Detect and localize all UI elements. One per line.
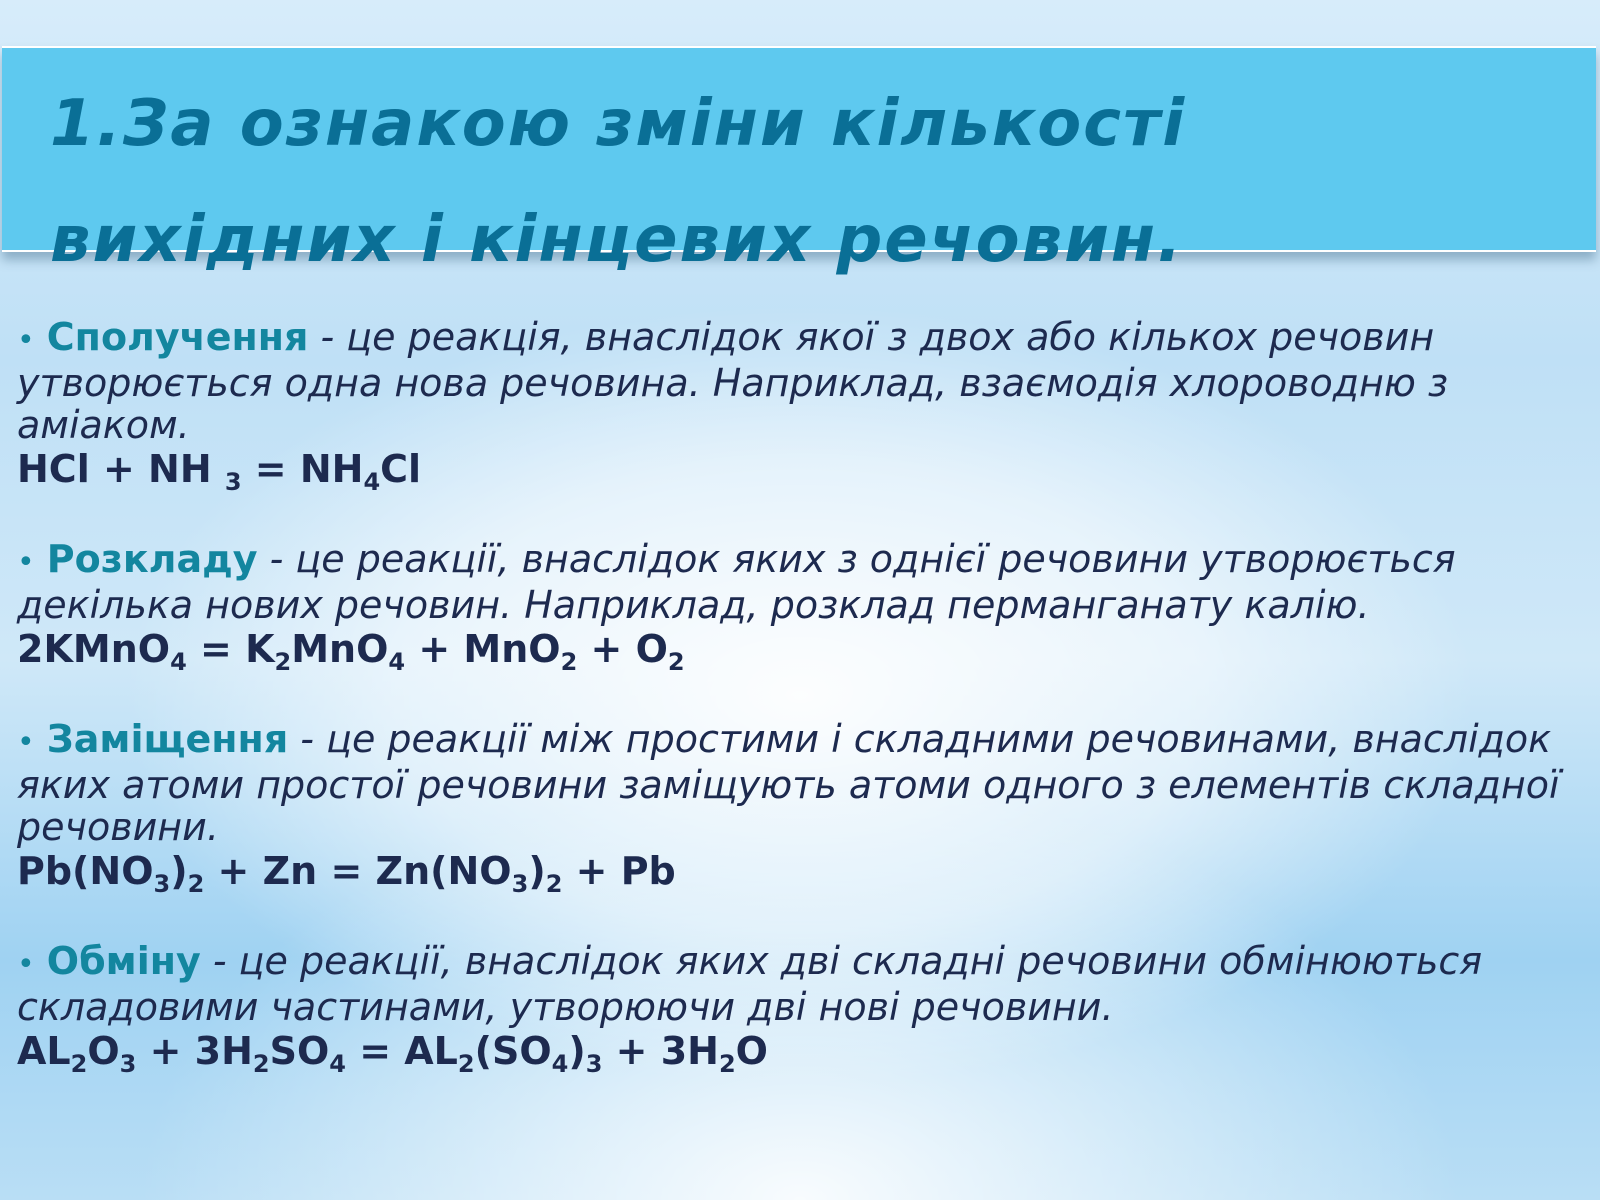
formula-text: + 3H [602,1029,719,1073]
formula-subscript: 3 [224,468,242,496]
reaction-text: - це реакції, внаслідок яких дві складні речовини обмінюються складовими частинами, утворюючи дві нові речовини. [17,939,1483,1029]
formula-text: 2KMnO [17,627,171,671]
formula-text: SO [269,1029,330,1073]
formula-subscript: 2 [274,648,292,676]
slide-title: 1.За ознакою зміни кількості вихідних і кінцевих речовин. [50,87,1187,277]
formula-text: HCl + NH [17,447,225,491]
reaction-description [17,940,1587,1028]
bullet-icon: • [17,545,35,580]
formula-subscript: 4 [363,468,381,496]
formula-text: = K [186,627,275,671]
formula-subscript: 3 [153,870,171,898]
formula-text: MnO [291,627,389,671]
reaction-term: Заміщення [46,717,289,761]
reaction-term: Обміну [46,939,201,983]
formula-subscript: 4 [329,1050,346,1078]
reaction-text: - це реакція, внаслідок якої з двох або кількох речовин утворюється одна нова речовина. Наприклад, взаємодія хлороводню з аміаком. [17,315,1449,447]
reaction-text: - це реакції між простими і складними речовинами, внаслідок яких атоми простої речовини заміщують атоми одного з елементів складної речовини. [17,717,1560,849]
reaction-description [17,718,1587,848]
formula-text: Cl [380,447,422,491]
reaction-item-decomposition [17,537,1587,676]
reaction-formula [17,1028,1587,1078]
formula-subscript: 2 [187,870,205,898]
reaction-term: Сполучення [46,315,309,359]
formula-text: + Pb [562,849,676,893]
formula-subscript: 3 [119,1050,137,1078]
reaction-description [17,316,1587,446]
reaction-item-substitution [17,717,1587,898]
formula-subscript: 3 [511,870,529,898]
bullet-icon: • [17,947,35,982]
formula-text: Pb(NO [17,849,154,893]
formula-text: ) [528,849,546,893]
formula-text: O [87,1029,120,1073]
formula-text: O [735,1029,768,1073]
formula-text: + Zn = Zn(NO [204,849,512,893]
formula-subscript: 2 [457,1050,475,1078]
reaction-term: Розкладу [46,537,258,581]
reaction-description [17,538,1587,626]
formula-text: (SO [474,1029,552,1073]
reaction-formula [17,626,1587,676]
formula-subscript: 3 [585,1050,603,1078]
formula-text: = AL [345,1029,458,1073]
bullet-icon: • [17,323,35,358]
formula-subscript: 4 [170,648,187,676]
formula-subscript: 2 [252,1050,270,1078]
formula-subscript: 2 [718,1050,736,1078]
reaction-formula [17,446,1587,496]
formula-subscript: 2 [667,648,685,676]
formula-text: ) [170,849,188,893]
slide-content [17,316,1587,1120]
formula-text: = NH [241,447,364,491]
bullet-icon: • [17,725,35,760]
reaction-item-combination [17,315,1587,496]
formula-text: + 3H [136,1029,253,1073]
formula-subscript: 4 [551,1050,569,1078]
formula-text: + O [577,627,668,671]
formula-text: + MnO [405,627,561,671]
formula-subscript: 4 [388,648,406,676]
formula-text: AL [17,1029,71,1073]
formula-subscript: 2 [545,870,563,898]
title-band [2,46,1596,277]
reaction-item-exchange [17,939,1587,1078]
formula-subscript: 2 [560,648,578,676]
formula-subscript: 2 [70,1050,88,1078]
reaction-text: - це реакції, внаслідок яких з однієї речовини утворюється декілька нових речовин. Наприклад, розклад перманганату калію. [17,537,1456,627]
reaction-formula [17,848,1587,898]
formula-text: ) [568,1029,586,1073]
